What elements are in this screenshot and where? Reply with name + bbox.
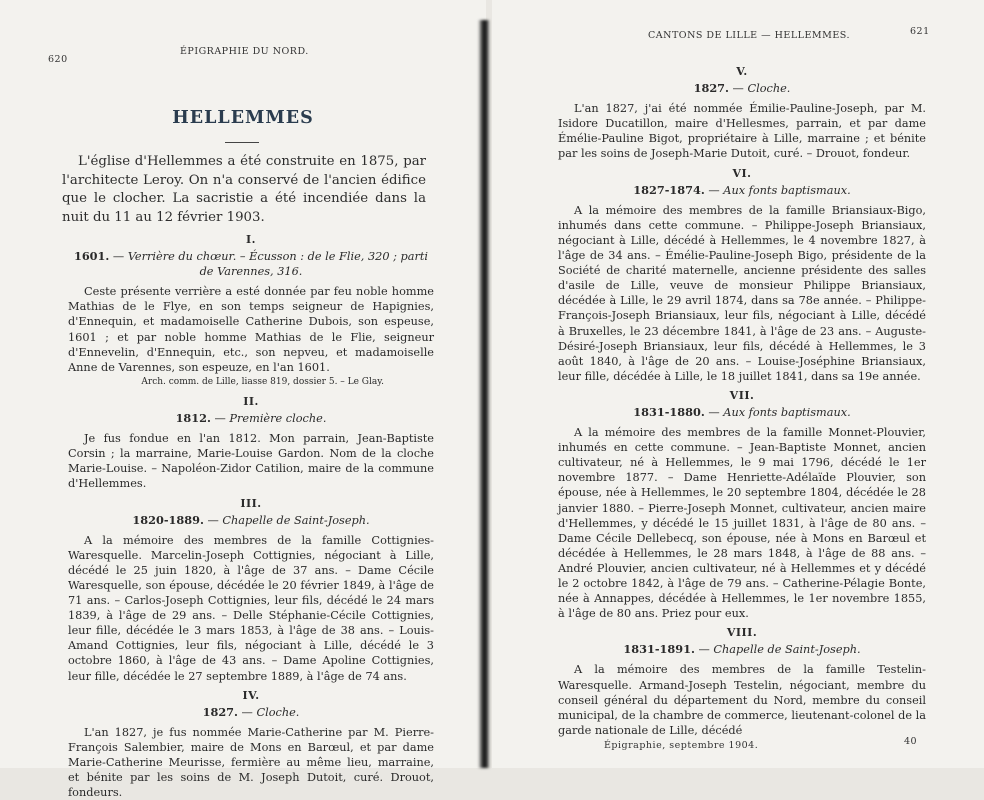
section-body: A la mémoire des membres de la famille Monnet-Plouvier, inhumés en cette commune. – Jean-Baptiste Monnet, ancien cultivateur, né à Hellemmes, le 9 mai 1796, décédé le 1er novembre 1877. – Dame Henriette-Adélaïde Plouvier, son épouse, née à Hellemmes, le 20 septembre 1804, décédée le 28 janvier 1880. – Pierre-Joseph Monnet, cultivateur, ancien maire d'Hellemmes, y décédé le 15 juillet 1831, à l'âge de 80 ans. – Dame Cécile Dellebecq, son épouse, née à Mons en Barœul et décédée à Hellemmes, le 28 mars 1848, à l'âge de 88 ans. – André Plouvier, ancien cultivateur, né à Hellemmes et y décédé le 2 octobre 1842, à l'âge de 79 ans. – Catherine-Pélagie Bonte, née à Annappes, décédée à Hellemmes, le 1er novembre 1855, à l'âge de 80 ans. Priez pour eux. <box>558 426 926 621</box>
page-number-left: 620 <box>48 54 68 65</box>
section-year: 1831-1891. <box>623 642 695 657</box>
title-divider <box>225 142 259 143</box>
section-numeral: III. <box>240 496 262 510</box>
section-title: Cloche. <box>256 705 300 719</box>
section-numeral: VII. <box>729 388 755 402</box>
section-heading: 1812. — Première cloche. <box>175 411 327 426</box>
section-body: L'an 1827, je fus nommée Marie-Catherine par M. Pierre-François Salembier, maire de Mons en Barœul, et par dame Marie-Catherine Meurisse, fermière au même lieu, marraine, et bénite par les soins de M. Joseph Dutoit, curé. Drouot, fondeurs. <box>68 725 434 800</box>
section-title: Chapelle de Saint-Joseph. <box>222 513 370 527</box>
section-title: Cloche. <box>747 82 791 96</box>
section-body: Je fus fondue en l'an 1812. Mon parrain, Jean-Baptiste Corsin ; la marraine, Marie-Louise Gardon. Nom de la cloche Marie-Louise. – Napoléon-Zidor Catilion, maire de la commune d'Hellemmes. <box>68 432 434 491</box>
section-heading: 1820-1889. — Chapelle de Saint-Joseph. <box>132 512 370 527</box>
section-year: 1827. <box>693 81 729 96</box>
section-numeral: VI. <box>732 166 752 180</box>
section-numeral: IV. <box>242 688 260 702</box>
section-title: Verrière du chœur. – Écusson : de le Flie, 320 ; parti de Varennes, 316. <box>127 250 429 279</box>
section-title: Aux fonts baptismaux. <box>723 183 851 197</box>
section-heading: 1831-1880. — Aux fonts baptismaux. <box>633 404 851 419</box>
section-year: 1831-1880. <box>633 404 705 419</box>
section-heading: 1827-1874. — Aux fonts baptismaux. <box>633 182 851 197</box>
section-heading: 1831-1891. — Chapelle de Saint-Joseph. <box>623 642 861 657</box>
section-numeral: II. <box>243 394 259 408</box>
page-number-right: 621 <box>910 26 930 37</box>
section-heading: 1601. — Verrière du chœur. – Écusson : de le Flie, 320 ; parti de Varennes, 316. <box>73 249 429 279</box>
section-year: 1812. <box>175 411 211 426</box>
footer-left: Épigraphie, septembre 1904. <box>604 740 759 751</box>
section-year: 1827. <box>202 704 238 719</box>
section-year: 1820-1889. <box>132 512 204 527</box>
section-numeral: VIII. <box>726 626 758 640</box>
section-year: 1601. <box>73 249 110 264</box>
section-title: Chapelle de Saint-Joseph. <box>713 643 861 657</box>
section-body: Ceste présente verrière a esté donnée par feu noble homme Mathias de le Flye, en son temps seigneur de Hapignies, d'Ennequin, et madamoiselle Catherine Dubois, son espeuse, 1601 ; et par noble homme Mathias de le Flie, seigneur d'Ennevelin, d'Ennequin, etc., son nepveu, et madamoiselle Anne de Varennes, son espeuze, en l'an 1601. <box>68 285 434 374</box>
running-head-left: ÉPIGRAPHIE DU NORD. <box>180 46 309 57</box>
left-sections <box>68 228 434 800</box>
section-body: A la mémoire des membres de la famille Briansiaux-Bigo, inhumés dans cette commune. – Philippe-Joseph Briansiaux, négociant à Lille, décédé à Hellemmes, le 4 novembre 1827, à l'âge de 34 ans. – Émélie-Pauline-Joseph Bigo, présidente de la Société de charité maternelle, ancienne présidente des salles d'asile de Lille, veuve de monsieur Philippe Briansiaux, décédée à Lille, le 29 avril 1874, dans sa 78e année. – Philippe-François-Joseph Briansiaux, leur fils, négociant à Lille, décédé à Bruxelles, le 23 décembre 1841, à l'âge de 23 ans. – Auguste-Désiré-Joseph Briansiaux, leur fils, décédé à Hellemmes, le 3 août 1840, à l'âge de 20 ans. – Louise-Joséphine Briansiaux, leur fille, décédée à Lille, le 18 juillet 1841, dans sa 19e année. <box>558 203 926 383</box>
intro-paragraph: L'église d'Hellemmes a été construite en 1875, par l'architecte Leroy. On n'a conservé de l'ancien édifice que le clocher. La sacristie a été incendiée dans la nuit du 11 au 12 février 1903. <box>62 154 426 225</box>
page-title: HELLEMMES <box>172 108 314 128</box>
section-year: 1827-1874. <box>633 182 705 197</box>
right-page <box>492 0 984 768</box>
section-numeral: V. <box>736 65 748 78</box>
section-body: A la mémoire des membres de la famille Testelin-Waresquelle. Armand-Joseph Testelin, négociant, membre du conseil général du département du Nord, membre du conseil municipal, de la chambre de commerce, lieutenant-colonel de la garde nationale de Lille, décédé <box>558 663 926 737</box>
book-gutter <box>478 20 490 768</box>
section-heading: 1827. — Cloche. <box>202 704 300 719</box>
section-heading: 1827. — Cloche. <box>693 81 791 96</box>
section-numeral: I. <box>246 233 256 246</box>
footer-right: 40 <box>904 736 918 747</box>
running-head-right: CANTONS DE LILLE — HELLEMMES. <box>648 30 850 41</box>
right-sections <box>558 60 926 738</box>
section-note: Arch. comm. de Lille, liasse 819, dossier 5. – Le Glay. <box>141 376 384 387</box>
section-title: Première cloche. <box>229 412 327 426</box>
section-title: Aux fonts baptismaux. <box>723 405 851 419</box>
section-body: A la mémoire des membres de la famille Cottignies-Waresquelle. Marcelin-Joseph Cottignies, négociant à Lille, décédé le 25 juin 1820, à l'âge de 37 ans. – Dame Cécile Waresquelle, son épouse, décédée le 20 février 1849, à l'âge de 71 ans. – Carlos-Joseph Cottignies, leur fils, décédé le 24 mars 1839, à l'âge de 29 ans. – Delle Stéphanie-Cécile Cottignies, leur fille, décédée le 3 mars 1853, à l'âge de 38 ans. – Louis-Amand Cottignies, leur fils, négociant à Lille, décédé le 3 octobre 1860, à l'âge de 43 ans. – Dame Apoline Cottignies, leur fille, décédée le 27 septembre 1889, à l'âge de 74 ans. <box>68 533 434 683</box>
left-page <box>0 0 486 800</box>
section-body: L'an 1827, j'ai été nommée Émilie-Pauline-Joseph, par M. Isidore Ducatillon, maire d'Hellesmes, parrain, et par dame Émélie-Pauline Bigot, propriétaire à Lille, marraine ; et bénite par les soins de Joseph-Marie Dutoit, curé. – Drouot, fondeur. <box>558 102 926 161</box>
